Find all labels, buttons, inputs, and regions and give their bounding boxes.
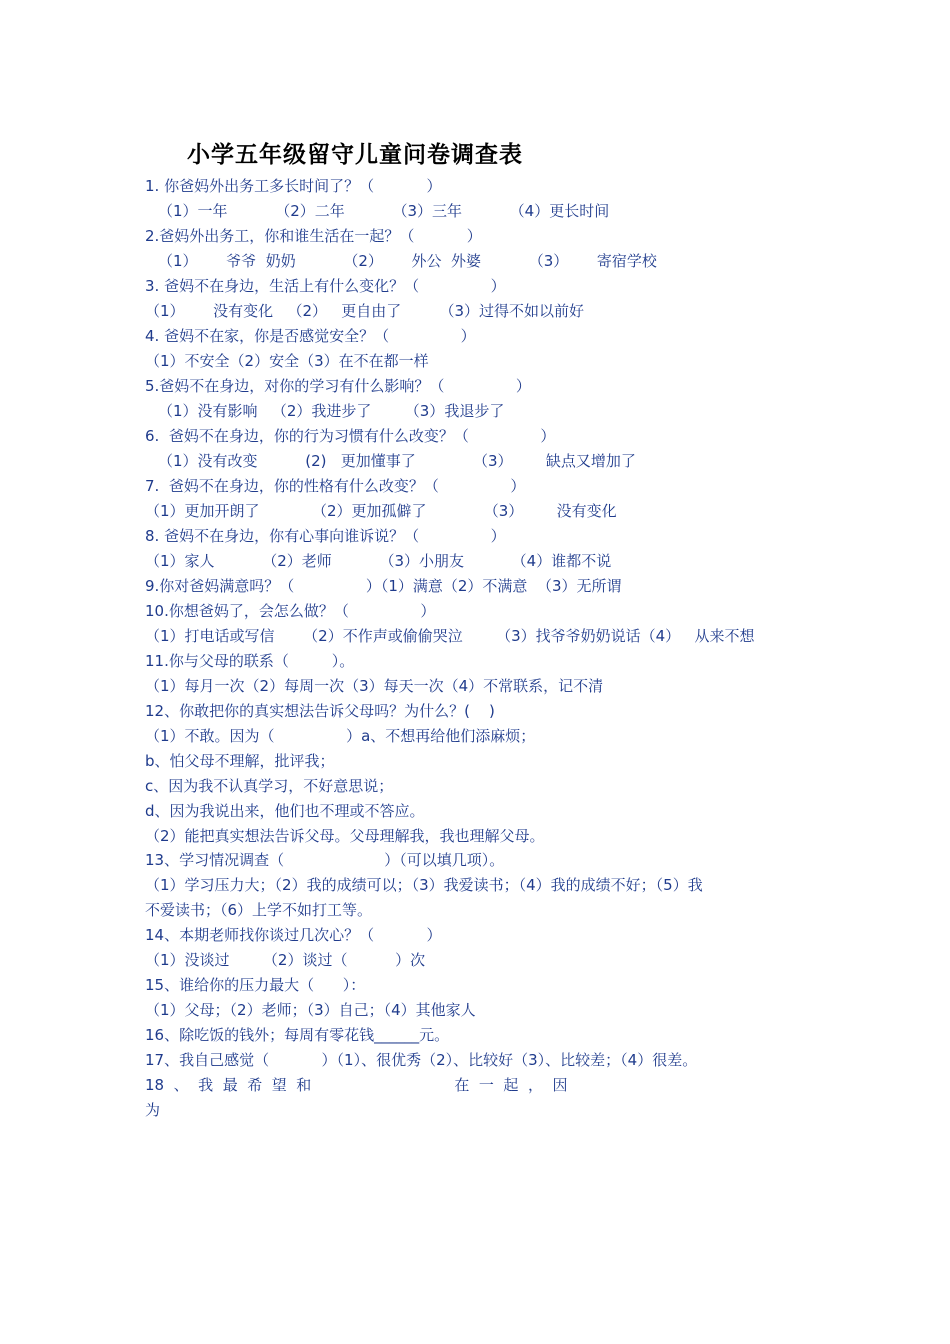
question-15: 15、谁给你的压力最大（ ）： <box>145 976 366 994</box>
question-14-options: （1）没谈过 （2）谈过（ ）次 <box>145 951 426 969</box>
question-1: 1. 你爸妈外出务工多长时间了？（ ） <box>145 177 442 195</box>
question-18-cont: 为 <box>145 1101 161 1119</box>
question-9: 9.你对爸妈满意吗？（ ）（1）满意（2）不满意 （3）无所谓 <box>145 577 622 595</box>
question-12-option-2: （2）能把真实想法告诉父母。父母理解我，我也理解父母。 <box>145 827 545 845</box>
question-13-options: （1）学习压力大；（2）我的成绩可以；（3）我爱读书；（4）我的成绩不好；（5）我 <box>145 876 703 894</box>
question-12-reason-c: c、因为我不认真学习，不好意思说； <box>145 777 394 795</box>
question-10: 10.你想爸妈了，会怎么做？（ ） <box>145 602 436 620</box>
question-12-option-1: （1）不敢。因为（ ）a、不想再给他们添麻烦； <box>145 727 536 745</box>
question-16: 16、除吃饭的钱外；每周有零花钱______元。 <box>145 1026 450 1044</box>
question-12: 12、你敢把你的真实想法告诉父母吗？为什么？( ) <box>145 702 495 720</box>
question-8-options: （1）家人 （2）老师 （3）小朋友 （4）谁都不说 <box>145 552 612 570</box>
question-1-options: （1）一年 （2）二年 （3）三年 （4）更长时间 <box>158 202 610 220</box>
question-4: 4. 爸妈不在家，你是否感觉安全？（ ） <box>145 327 476 345</box>
question-3: 3. 爸妈不在身边，生活上有什么变化？（ ） <box>145 277 506 295</box>
question-2: 2.爸妈外出务工，你和谁生活在一起？（ ） <box>145 227 482 245</box>
question-14: 14、本期老师找你谈过几次心？（ ） <box>145 926 442 944</box>
question-18: 18 、 我 最 希 望 和 在 一 起 ， 因 <box>145 1076 568 1094</box>
question-10-options: （1）打电话或写信 （2）不作声或偷偷哭泣 （3）找爷爷奶奶说话（4） 从来不想 <box>145 627 755 645</box>
question-4-options: （1）不安全（2）安全（3）在不在都一样 <box>145 352 429 370</box>
question-17: 17、我自己感觉（ ）（1）、很优秀（2）、比较好（3）、比较差；（4）很差。 <box>145 1051 698 1069</box>
question-2-options: （1） 爷爷 奶奶 （2） 外公 外婆 （3） 寄宿学校 <box>158 252 657 270</box>
question-6: 6. 爸妈不在身边，你的行为习惯有什么改变？（ ） <box>145 427 556 445</box>
question-12-reason-b: b、怕父母不理解，批评我； <box>145 752 335 770</box>
question-5-options: （1）没有影响 （2）我进步了 （3）我退步了 <box>158 402 505 420</box>
question-11: 11.你与父母的联系（ ）。 <box>145 652 355 670</box>
question-13: 13、学习情况调查（ ）（可以填几项）。 <box>145 851 505 869</box>
question-5: 5.爸妈不在身边，对你的学习有什么影响？（ ） <box>145 377 531 395</box>
question-15-options: （1）父母；（2）老师；（3）自己；（4）其他家人 <box>145 1001 476 1019</box>
question-13-options-cont: 不爱读书；（6）上学不如打工等。 <box>145 901 373 919</box>
question-7-options: （1）更加开朗了 （2）更加孤僻了 （3） 没有变化 <box>145 502 617 520</box>
page-title: 小学五年级留守儿童问卷调查表 <box>187 142 523 168</box>
question-11-options: （1）每月一次（2）每周一次（3）每天一次（4）不常联系，记不清 <box>145 677 604 695</box>
question-6-options: （1）没有改变 (2) 更加懂事了 （3） 缺点又增加了 <box>158 452 636 470</box>
question-8: 8. 爸妈不在身边，你有心事向谁诉说？（ ） <box>145 527 506 545</box>
question-12-reason-d: d、因为我说出来，他们也不理或不答应。 <box>145 802 425 820</box>
question-3-options: （1） 没有变化 （2） 更自由了 （3）过得不如以前好 <box>145 302 584 320</box>
question-7: 7. 爸妈不在身边，你的性格有什么改变？（ ） <box>145 477 526 495</box>
